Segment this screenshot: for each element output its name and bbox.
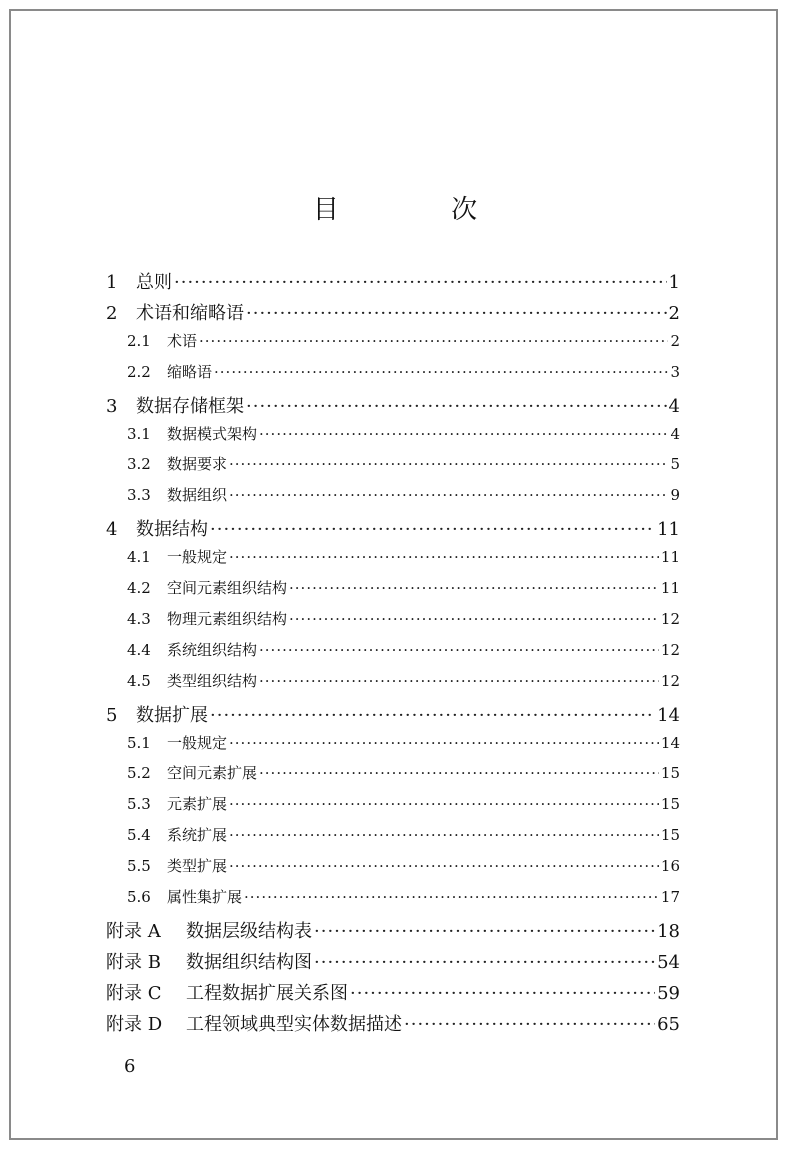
toc-entry-page: 11 <box>660 548 680 567</box>
toc-entry-number: 4.4 <box>127 640 151 659</box>
toc-entry-number: 2 <box>106 302 118 324</box>
toc-entry-page: 16 <box>660 857 680 876</box>
toc-entry-label: 数据要求 <box>167 455 228 474</box>
toc-entry-label: 总则 <box>136 272 172 293</box>
toc-entry-label: 数据层级结构表 <box>186 920 312 942</box>
toc-entry-page: 59 <box>657 982 680 1004</box>
toc-entry[interactable] <box>106 515 680 541</box>
toc-entry[interactable] <box>127 361 680 382</box>
toc-entry-label: 属性集扩展 <box>167 888 243 906</box>
toc-entry-page: 2 <box>668 302 680 324</box>
toc-leader-dots <box>229 734 659 752</box>
toc-entry[interactable] <box>127 670 680 691</box>
toc-leader-dots <box>229 486 668 504</box>
toc-leader-dots <box>314 921 655 942</box>
toc-entry[interactable] <box>127 423 680 444</box>
toc-leader-dots <box>259 764 659 782</box>
toc-leader-dots <box>314 952 655 973</box>
toc-entry-page: 11 <box>660 579 680 597</box>
toc-leader-dots <box>229 795 659 813</box>
toc-entry[interactable] <box>106 299 680 325</box>
toc-entry-page: 65 <box>657 1013 680 1035</box>
toc-leader-dots <box>246 396 667 417</box>
toc-entry[interactable] <box>127 886 680 907</box>
toc-leader-dots <box>259 672 659 690</box>
toc-entry[interactable] <box>106 979 680 1005</box>
toc-entry[interactable] <box>106 948 680 974</box>
toc-entry-label: 工程数据扩展关系图 <box>186 982 348 1004</box>
toc-leader-dots <box>350 983 655 1004</box>
toc-entry[interactable] <box>127 762 680 783</box>
toc-entry-label: 物理元素组织结构 <box>167 609 288 628</box>
toc-leader-dots <box>259 641 659 659</box>
toc-entry-page: 17 <box>660 888 680 906</box>
toc-entry-label: 数据结构 <box>136 519 208 541</box>
toc-entry[interactable] <box>127 453 680 474</box>
toc-entry-number: 附录 B <box>106 951 161 973</box>
toc-leader-dots <box>229 857 659 875</box>
toc-entry-number: 4.5 <box>127 671 151 690</box>
toc-entry-number: 3.1 <box>127 424 151 443</box>
toc-entry-number: 3.2 <box>127 455 151 474</box>
toc-leader-dots <box>199 332 668 350</box>
toc-entry-label: 数据存储框架 <box>136 395 244 417</box>
toc-entry-number: 附录 A <box>106 920 161 942</box>
page-title: 目 次 <box>312 195 530 225</box>
toc-entry-page: 54 <box>657 951 680 973</box>
toc-entry[interactable] <box>127 484 680 505</box>
toc-entry-label: 类型扩展 <box>167 857 228 876</box>
toc-entry-label: 数据模式架构 <box>167 424 258 443</box>
toc-leader-dots <box>289 579 659 597</box>
toc-entry-page: 15 <box>660 764 680 783</box>
toc-entry-page: 18 <box>657 920 680 942</box>
toc-entry[interactable] <box>127 824 680 845</box>
toc-entry-number: 2.2 <box>127 362 151 381</box>
toc-entry-page: 14 <box>657 704 680 726</box>
toc-entry[interactable] <box>127 608 680 629</box>
toc-entry-page: 14 <box>660 733 680 752</box>
toc-entry-page: 5 <box>670 455 680 474</box>
toc-entry-label: 类型组织结构 <box>167 671 258 690</box>
toc-entry-label: 术语和缩略语 <box>136 302 244 324</box>
toc-entry-page: 4 <box>670 424 680 443</box>
toc-entry-label: 工程领域典型实体数据描述 <box>186 1013 402 1035</box>
toc-entry-page: 12 <box>660 640 680 659</box>
toc-entry[interactable] <box>106 392 680 418</box>
toc-entry-page: 11 <box>657 519 680 541</box>
toc-entry[interactable] <box>127 793 680 814</box>
toc-entry-page: 2 <box>670 331 680 350</box>
toc-entry[interactable] <box>127 639 680 660</box>
toc-leader-dots <box>289 610 659 628</box>
toc-leader-dots <box>210 705 655 726</box>
toc-entry-number: 5 <box>106 704 118 726</box>
toc-entry-number: 5.3 <box>127 795 151 814</box>
toc-entry-number: 5.1 <box>127 733 151 752</box>
toc-entry-page: 15 <box>660 795 680 814</box>
toc-entry-label: 系统扩展 <box>167 826 228 845</box>
toc-entry-number: 2.1 <box>127 331 151 350</box>
toc-entry-label: 空间元素扩展 <box>167 764 258 783</box>
toc-entry-page: 4 <box>668 395 680 417</box>
toc-entry-number: 3 <box>106 395 118 417</box>
toc-entry-label: 缩略语 <box>167 362 213 381</box>
toc-entry-label: 数据组织 <box>167 486 228 505</box>
toc-entry[interactable] <box>106 917 680 943</box>
toc-entry[interactable] <box>106 1010 680 1036</box>
toc-entry-label: 一般规定 <box>167 548 228 567</box>
toc-entry-number: 附录 D <box>106 1013 163 1035</box>
toc-entry[interactable] <box>127 855 680 876</box>
toc-leader-dots <box>244 888 659 906</box>
toc-entry[interactable] <box>127 577 680 598</box>
toc-entry-number: 3.3 <box>127 486 151 505</box>
toc-leader-dots <box>246 303 667 324</box>
toc-entry-number: 4 <box>106 519 118 541</box>
toc-entry-page: 9 <box>670 486 680 505</box>
toc-entry-label: 系统组织结构 <box>167 640 258 659</box>
toc-entry-label: 空间元素组织结构 <box>167 579 288 597</box>
toc-leader-dots <box>174 272 667 293</box>
toc-entry-page: 1 <box>668 272 680 293</box>
toc-entry-page: 3 <box>670 362 680 381</box>
toc-leader-dots <box>229 455 668 473</box>
toc-leader-dots <box>404 1014 655 1035</box>
toc-entry-number: 附录 C <box>106 982 162 1004</box>
page-number: 6 <box>124 1056 136 1077</box>
toc-entry-number: 4.2 <box>127 579 151 597</box>
toc-entry-page: 12 <box>660 609 680 628</box>
toc-entry-number: 5.5 <box>127 857 151 876</box>
toc-entry-number: 4.1 <box>127 548 151 567</box>
toc-entry-number: 5.2 <box>127 764 151 783</box>
toc-entry[interactable] <box>106 268 680 294</box>
toc-leader-dots <box>214 363 668 381</box>
toc-leader-dots <box>210 519 655 540</box>
toc-entry-label: 元素扩展 <box>167 795 228 814</box>
toc-leader-dots <box>229 826 659 844</box>
toc-entry[interactable] <box>127 732 680 753</box>
toc-entry-label: 术语 <box>167 331 198 350</box>
toc-entry-page: 12 <box>660 671 680 690</box>
toc-entry[interactable] <box>127 330 680 351</box>
toc-entry-number: 5.6 <box>127 888 151 906</box>
toc-entry-number: 5.4 <box>127 826 151 845</box>
toc-entry[interactable] <box>106 701 680 727</box>
toc-entry-number: 4.3 <box>127 609 151 628</box>
toc-leader-dots <box>229 548 659 566</box>
toc-entry-label: 数据扩展 <box>136 704 208 726</box>
toc-entry[interactable] <box>127 546 680 567</box>
toc-leader-dots <box>259 425 668 443</box>
toc-entry-label: 一般规定 <box>167 733 228 752</box>
toc-entry-page: 15 <box>660 826 680 845</box>
toc-entry-label: 数据组织结构图 <box>186 951 312 973</box>
toc-entry-number: 1 <box>106 272 118 293</box>
